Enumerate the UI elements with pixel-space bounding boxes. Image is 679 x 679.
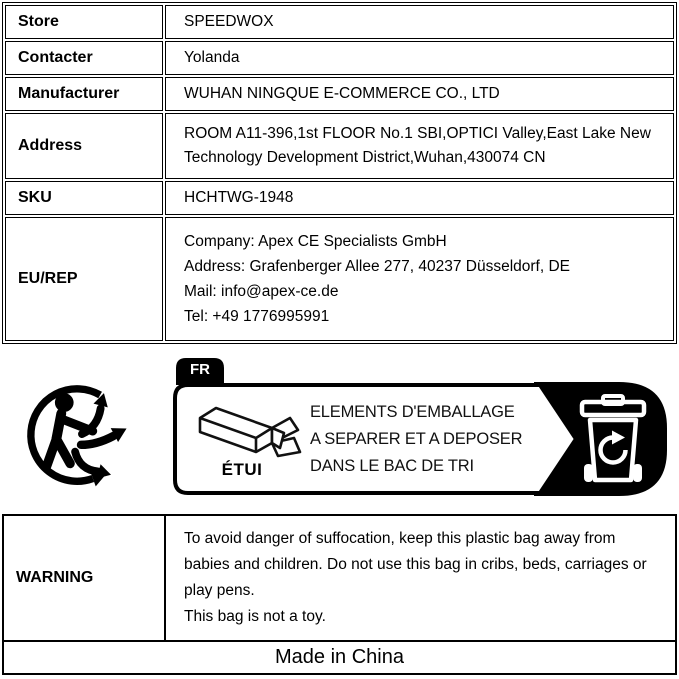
- eurep-company: Company: Apex CE Specialists GmbH: [184, 233, 447, 251]
- table-row-contacter: [5, 41, 674, 75]
- row-value: ROOM A11-396,1st FLOOR No.1 SBI,OPTICI Valley,East Lake New Technology Development District,Wuhan,430074 CN: [165, 113, 674, 179]
- row-label: Address: [5, 113, 163, 179]
- row-label: EU/REP: [5, 217, 163, 341]
- table-row-warning: [3, 515, 676, 641]
- table-row-made-in: [3, 641, 676, 674]
- instruction-line: ELEMENTS D'EMBALLAGE: [310, 403, 515, 422]
- warning-line: To avoid danger of suffocation, keep this plastic bag away from babies and children. Do not use this bag in cribs, beds, carriages or play pens.: [184, 530, 647, 600]
- table-row-sku: [5, 181, 674, 215]
- sorting-instructions: [310, 399, 522, 480]
- made-in-label: Made in China: [3, 641, 676, 674]
- info-table: [2, 2, 677, 344]
- row-value: Yolanda: [165, 41, 674, 75]
- table-row-address: [5, 113, 674, 179]
- eurep-mail: Mail: info@apex-ce.de: [184, 283, 339, 301]
- warning-text: [165, 515, 676, 641]
- packaging-type-label: ÉTUI: [221, 460, 263, 480]
- table-row-store: [5, 5, 674, 39]
- sorting-bin-icon: [577, 394, 649, 486]
- triman-section: [2, 344, 677, 514]
- row-label: SKU: [5, 181, 163, 215]
- carton-sleeve-icon: [194, 402, 306, 460]
- table-row-eurep: [5, 217, 674, 341]
- warning-table: [2, 514, 677, 675]
- product-label-sheet: [2, 2, 677, 675]
- sorting-info-badge: [168, 358, 667, 496]
- row-label: Store: [5, 5, 163, 39]
- fr-country-label: FR: [190, 361, 210, 379]
- row-value: SPEEDWOX: [165, 5, 674, 39]
- row-label: Contacter: [5, 41, 163, 75]
- triman-logo-icon: [20, 374, 138, 498]
- instruction-line: A SEPARER ET A DEPOSER: [310, 430, 523, 449]
- warning-line: This bag is not a toy.: [184, 608, 326, 626]
- row-value: [165, 217, 674, 341]
- row-value: WUHAN NINGQUE E-COMMERCE CO., LTD: [165, 77, 674, 111]
- instruction-line: DANS LE BAC DE TRI: [310, 457, 474, 476]
- table-row-manufacturer: [5, 77, 674, 111]
- eurep-tel: Tel: +49 1776995991: [184, 308, 330, 326]
- eurep-address: Address: Grafenberger Allee 277, 40237 Düsseldorf, DE: [184, 258, 571, 276]
- row-value: HCHTWG-1948: [165, 181, 674, 215]
- warning-label: WARNING: [3, 515, 165, 641]
- eurep-lines: [184, 229, 663, 329]
- row-label: Manufacturer: [5, 77, 163, 111]
